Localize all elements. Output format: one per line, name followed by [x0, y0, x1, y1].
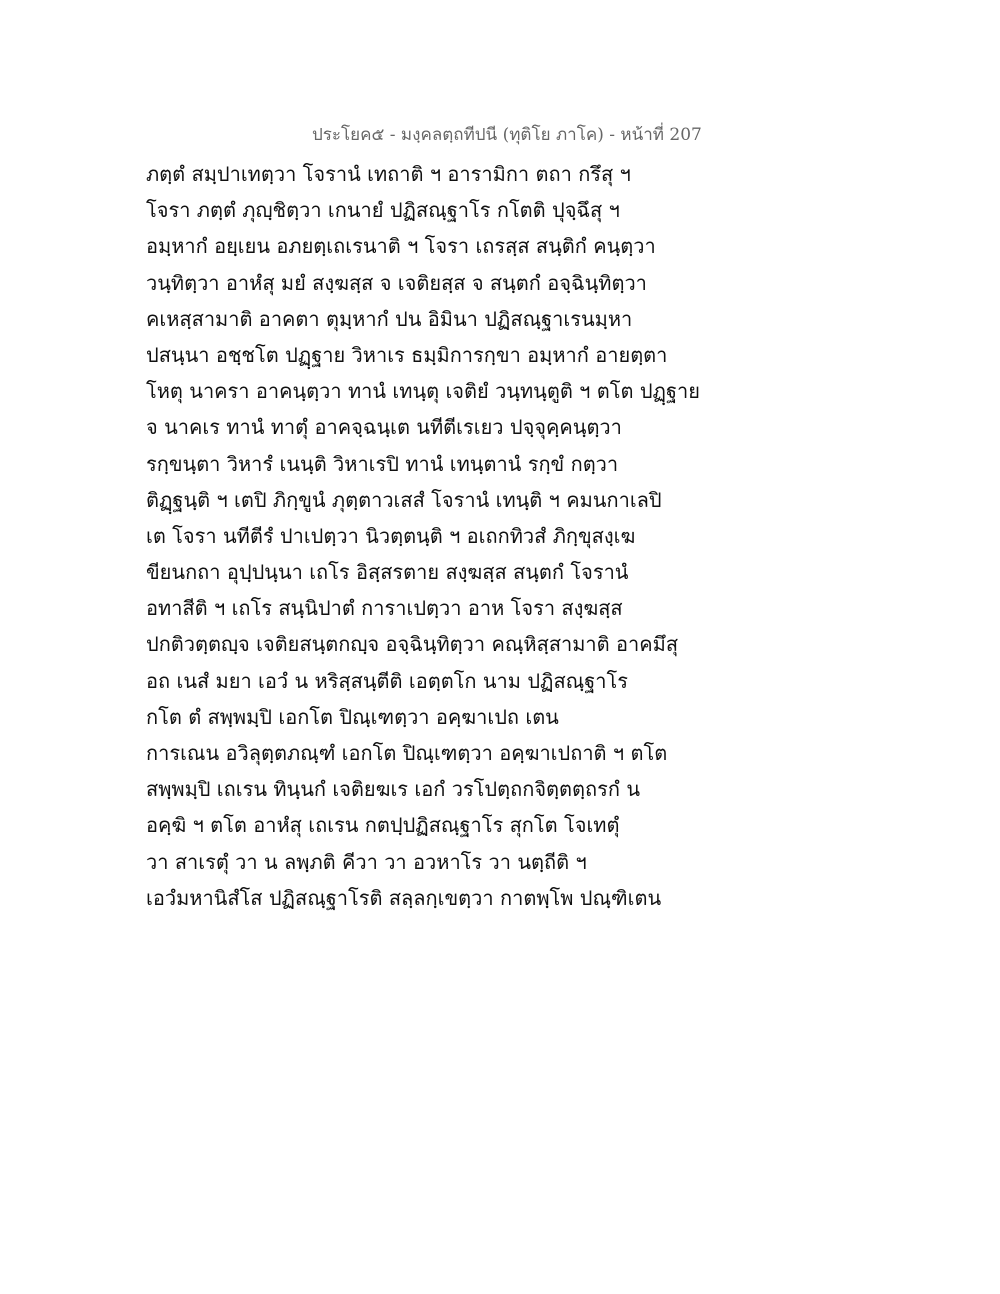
text-line: รกฺขนฺตา วิหารํ เนนฺติ วิหาเรปิ ทานํ เทนฺตานํ รกฺขํ กตฺวา: [146, 451, 619, 476]
text-line: คเหสฺสามาติ อาคตา ตุมฺหากํ ปน อิมินา ปฏิสณฺฐาเรนมฺหา: [146, 306, 633, 331]
text-line: อถ เนสํ มยา เอวํ น หริสฺสนฺตีติ เอตฺตโก นาม ปฏิสณฺฐาโร: [146, 668, 628, 693]
text-line: ติฏฺฐนฺติ ฯ เตปิ ภิกฺขูนํ ภุตฺตาวเสสํ โจรานํ เทนฺติ ฯ คมนกาเลปิ: [146, 487, 662, 512]
text-line: กโต ตํ สพฺพมฺปิ เอกโต ปิณฺเฑตฺวา อคฺฆาเปถ เตน: [146, 704, 559, 729]
text-line: ปกติวตฺตญฺจ เจติยสนฺตกญฺจ อจฺฉินฺทิตฺวา คณฺหิสฺสามาติ อาคมึสุ: [146, 632, 679, 657]
text-line: สพฺพมฺปิ เถเรน ทินฺนกํ เจติยฆเร เอกํ วรโปตฺถกจิตฺตตฺถรกํ น: [146, 777, 641, 802]
text-line: ภตฺตํ สมฺปาเทตฺวา โจรานํ เทถาติ ฯ อารามิกา ตถา กรึสุ ฯ: [146, 162, 631, 186]
text-line: เต โจรา นทีตีรํ ปาเปตฺวา นิวตฺตนฺติ ฯ อเถกทิวสํ ภิกฺขุสงฺเฆ: [146, 523, 636, 548]
text-line: อมฺหากํ อยฺเยน อภยตฺเถเรนาติ ฯ โจรา เถรสฺส สนฺติกํ คนฺตฺวา: [146, 234, 656, 259]
text-line: การเณน อวิลุตฺตภณฺฑํ เอกโต ปิณฺเฑตฺวา อคฺฆาเปถาติ ฯ ตโต: [146, 741, 668, 765]
text-line: ขียนกถา อุปฺปนฺนา เถโร อิสฺสรตาย สงฺฆสฺส สนฺตกํ โจรานํ: [146, 560, 629, 585]
running-header: ประโยค๕ - มงฺคลตฺถทีปนี (ทุติโย ภาโค) - หน้าที่ 207: [312, 125, 702, 145]
body-text: [146, 156, 706, 916]
text-line: อคฺฆิ ฯ ตโต อาหํสุ เถเรน กตปฺปฏิสณฺฐาโร สุกโต โจเทตุํ: [146, 813, 620, 838]
text-line: โจรา ภตฺตํ ภุญฺชิตฺวา เกนายํ ปฏิสณฺฐาโร กโตติ ปุจฺฉึสุ ฯ: [146, 198, 620, 223]
text-line: เอวํมหานิสํโส ปฏิสณฺฐาโรติ สลฺลกฺเขตฺวา กาตพฺโพ ปณฺฑิเตน: [146, 885, 662, 910]
text-line: จ นาคเร ทานํ ทาตุํ อาคจฺฉนฺเต นทีตีเรเยว ปจฺจุคฺคนฺตฺวา: [146, 415, 622, 440]
text-line: ปสนฺนา อชฺชโต ปฏฺฐาย วิหาเร ธมฺมิการกฺขา อมฺหากํ อายตฺตา: [146, 342, 668, 367]
text-line: อทาสีติ ฯ เถโร สนฺนิปาตํ การาเปตฺวา อาห โจรา สงฺฆสฺส: [146, 596, 623, 621]
text-line: โหตุ นาครา อาคนฺตฺวา ทานํ เทนฺตุ เจติยํ วนฺทนฺตูติ ฯ ตโต ปฏฺฐาย: [146, 379, 700, 404]
text-line: วา สาเรตุํ วา น ลพฺภติ คีวา วา อวหาโร วา นตฺถีติ ฯ: [146, 849, 587, 874]
text-line: วนฺทิตฺวา อาหํสุ มยํ สงฺฆสฺส จ เจติยสฺส จ สนฺตกํ อจฺฉินฺทิตฺวา: [146, 270, 647, 295]
